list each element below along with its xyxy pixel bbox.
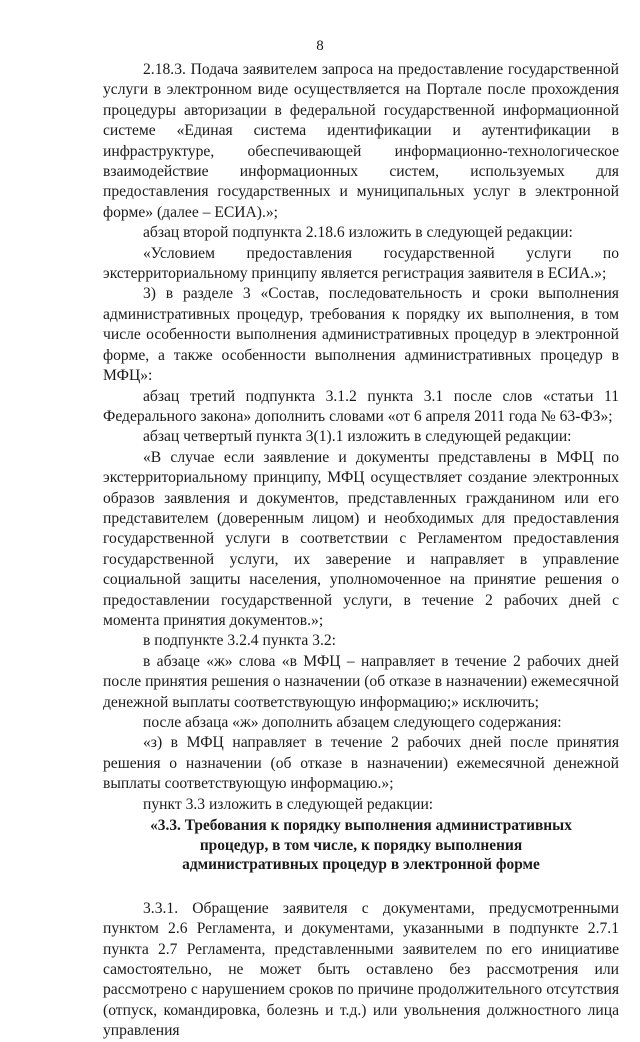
paragraph-abzac-z: «з) в МФЦ направляет в течение 2 рабочих дней после принятия решения о назначении (об отказе в назначении) ежемесячной денежной выплаты соответствующую информацию.»; bbox=[103, 734, 619, 793]
page-number: 8 bbox=[316, 38, 324, 54]
paragraph-2-18-3: 2.18.3. Подача заявителем запроса на предоставление государственной услуги в электронном виде осуществляется на Портале после прохождения процедуры авторизации в федеральной государственной информационной системе «Единая система идентификации и аутентификации в инфраструктуре, обеспечивающей информационно-технологическое взаимодействие информационных систем, используемых для предоставления государственных и муниципальных услуг в электронной форме» (далее – ЕСИА).»; bbox=[103, 61, 619, 221]
paragraph-3-2-4: в подпункте 3.2.4 пункта 3.2: bbox=[143, 632, 336, 650]
paragraph-section-3: 3) в разделе 3 «Состав, последовательность и сроки выполнения административных процедур, требования к порядку их выполнения, в том числе особенности выполнения административных процедур в электронной форме, а также особенности выполнения административных процедур в МФЦ»: bbox=[103, 285, 619, 385]
paragraph-abzac-zh: в абзаце «ж» слова «в МФЦ – направляет в течение 2 рабочих дней после принятия решения о назначении (об отказе в назначении) ежемесячной денежной выплаты соответствующую информацию;» исключить; bbox=[103, 652, 619, 711]
paragraph-3-3-1: 3.3.1. Обращение заявителя с документами, предусмотренными пунктом 2.6 Регламента, и документами, указанными в подпункте 2.7.1 пункта 2.7 Регламента, представленными заявителем по его инициативе самостоятельно, не может быть оставлено без рассмотрения или рассмотрено с нарушением сроков по причине продолжительного отсутствия (отпуск, командировка, болезнь и т.д.) или увольнения должностного лица управления bbox=[103, 899, 619, 1040]
paragraph-mfc-extraterritorial: «В случае если заявление и документы представлены в МФЦ по экстерриториальному принципу, МФЦ осуществляет создание электронных образов заявления и документов, представленных гражданином или его представителем (доверенным лицом) и необходимых для предоставления государственной услуги в соответствии с Регламентом предоставления государственной услуги, их заверение и направляет в управление социальной защиты населения, уполномоченное на принятие решения о предоставлении государственной услуги, в течение 2 рабочих дней с момента принятия документов.»; bbox=[103, 448, 619, 629]
paragraph-condition-esia: «Условием предоставления государственной услуги по экстерриториальному принципу является регистрация заявителя в ЕСИА.»; bbox=[103, 244, 619, 283]
paragraph-amendment-2-18-6: абзац второй подпункта 2.18.6 изложить в следующей редакции: bbox=[143, 224, 573, 242]
paragraph-3-3-intro: пункт 3.3 изложить в следующей редакции: bbox=[143, 795, 434, 813]
spacer bbox=[103, 875, 619, 899]
paragraph-3-1-1-intro: абзац четвертый пункта 3(1).1 изложить в следующей редакции: bbox=[143, 428, 572, 446]
section-heading-3-3: «3.3. Требования к порядку выполнения административных процедур, в том числе, к порядку выполнения административных процедур в электронной форме bbox=[150, 817, 572, 874]
document-body bbox=[103, 60, 619, 1042]
paragraph-add-abzac: после абзаца «ж» дополнить абзацем следующего содержания: bbox=[143, 714, 562, 731]
paragraph-3-1-2: абзац третий подпункта 3.1.2 пункта 3.1 после слов «статьи 11 Федерального закона» дополнить словами «от 6 апреля 2011 года № 63-ФЗ»; bbox=[103, 387, 619, 425]
